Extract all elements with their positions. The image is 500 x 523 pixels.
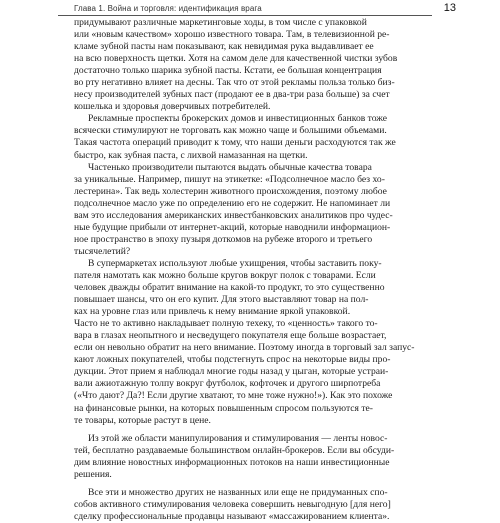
text-line: всячески стимулируют не торговать как можно чаще и большими объемами. <box>74 125 387 137</box>
text-line: тысячелетий? <box>74 245 131 257</box>
page-number: 13 <box>443 2 456 14</box>
text-line: лестерина». Так ведь холестерин животного происхождения, поэтому любое <box>74 185 387 197</box>
text-line: дукции. Этот прием я наблюдал многие годы назад у цыган, которые устраи- <box>74 366 389 378</box>
text-line: кошелька и здоровья доверчивых потребителей. <box>74 101 271 113</box>
paragraph <box>74 113 466 161</box>
text-line: вали ажиотажную толпу вокруг футболок, кофточек и другого ширпотреба <box>74 378 381 390</box>
paragraph <box>74 433 466 481</box>
text-line: В супермаркетах используют любые ухищрения, чтобы заставить поку- <box>88 257 382 269</box>
text-line: тей, бесплатно раздаваемые большинством онлайн-брокеров. Если вы обсуди- <box>74 444 395 456</box>
text-line: вара в глазах неопытного и несведущего покупателя еще больше возрастает, <box>74 330 387 342</box>
text-line: быстро, как зубная паста, с лихвой намазанная на щетки. <box>74 149 308 161</box>
text-line: ные будущие прибыли от интернет-акций, которые наводнили информацион- <box>74 221 391 233</box>
text-line: вам это исследования американских инвестбанковских аналитиков про чудес- <box>74 209 393 221</box>
text-line: во рту негативно влияет на десны. Так что от этой рекламы польза только биз- <box>74 77 395 89</box>
body-text <box>74 17 466 523</box>
text-line: Часто не то активно накладывает полную техеку, то «ценность» такого то- <box>74 318 378 330</box>
text-line: если он невольно обратит на него внимание. Поэтому иногда в торговый зал запус- <box>74 342 415 354</box>
text-line: подсолнечное масло уже по определению его не содержит. Не напоминает ли <box>74 197 391 209</box>
text-line: сделку профессиональные продавцы называют «массажированием клиента». <box>74 510 390 522</box>
text-line: несу производителей зубных паст (продают ее в два-три раза больше) за счет <box>74 89 390 101</box>
text-line: на финансовые рынки, на которых повышенным спросом пользуются те- <box>74 402 373 414</box>
text-line: Все эти и множество других не названных или еще не придуманных спо- <box>88 486 388 498</box>
text-line: Частенько производители пытаются выдать обычные качества товара <box>88 161 372 173</box>
paragraph <box>74 17 466 113</box>
text-line: Из этой же области манипулирования и стимулирования — ленты новос- <box>88 432 388 444</box>
text-line: на всю поверхность щетки. Хотя на самом деле для качественной чистки зубов <box>74 53 398 65</box>
text-line: Рекламные проспекты брокерских домов и инвестиционных банков тоже <box>88 113 388 125</box>
text-line: кают ложных покупателей, чтобы подстегнуть спрос на некоторые виды про- <box>74 354 391 366</box>
text-line: кламе зубной пасты нам показывают, как невидимая рука выдавливает ее <box>74 41 374 53</box>
running-head <box>58 4 456 16</box>
text-line: пателя намотать как можно больше кругов вокруг полок с товарами. Если <box>74 269 376 281</box>
text-line: те товары, которые растут в цене. <box>74 414 211 426</box>
text-line: или «новым качеством» хорошо известного товара. Там, в телевизионной ре- <box>74 29 390 41</box>
text-line: собов активного стимулирования человека совершить невыгодную [для него] <box>74 498 391 510</box>
text-line: человек дважды обратит внимание на какой-то продукт, то это существенно <box>74 282 385 294</box>
text-line: придумывают различные маркетинговые ходы, в том числе с упаковкой <box>74 17 367 28</box>
paragraph <box>74 258 466 427</box>
text-line: за уникальные. Например, пишут на этикетке: «Подсолнечное масло без хо- <box>74 173 385 185</box>
chapter-title: Глава 1. Война и торговля: идентификация врага <box>74 4 262 13</box>
text-line: достаточно только шарика зубной пасты. Кстати, ее большая концентрация <box>74 65 382 77</box>
paragraph <box>74 162 466 258</box>
text-line: ках на уровне глаз или привлечь к нему внимание яркой упаковкой. <box>74 306 351 318</box>
header-rule <box>58 15 432 16</box>
text-line: повышает шансы, что он его купит. Для этого выставляют товар на пол- <box>74 294 369 306</box>
text-line: решения. <box>74 468 112 480</box>
text-line: («Что дают? Да?! Если другие хватают, то мне тоже нужно!»). Как это похоже <box>74 390 393 402</box>
text-line: дим влияние новостных информационных потоков на наши инвестиционные <box>74 456 390 468</box>
text-line: ное пространство в эпоху пузыря доткомов на рубеже второго и третьего <box>74 233 373 245</box>
paragraph <box>74 487 466 523</box>
text-line: Такая частота операций приводит к тому, что наши деньги расходуются так же <box>74 137 396 149</box>
